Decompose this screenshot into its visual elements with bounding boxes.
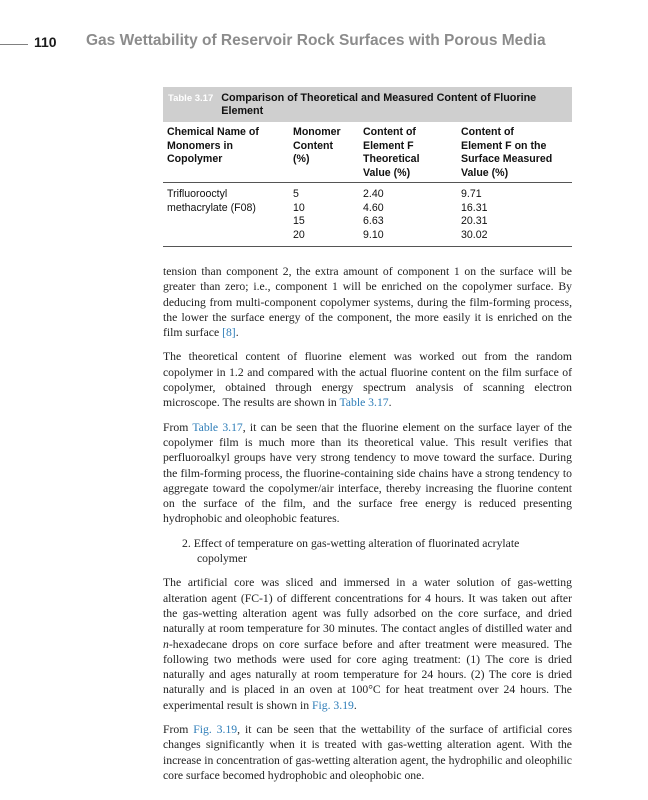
figure-reference-link[interactable]: Fig. 3.19 xyxy=(312,698,354,712)
page-number: 110 xyxy=(34,34,57,50)
measured-value-cell: 20.31 xyxy=(461,215,488,228)
column-header-chemical-name: Chemical Name of Monomers in Copolymer xyxy=(163,124,289,183)
table-caption xyxy=(163,87,572,122)
theoretical-value-cell: 2.40 xyxy=(363,188,384,201)
body-text xyxy=(163,264,572,792)
table-bottom-rule xyxy=(163,246,572,247)
header-rule xyxy=(0,44,28,45)
table-reference-link[interactable]: Table 3.17 xyxy=(192,420,243,434)
theoretical-value-cell: 6.63 xyxy=(363,215,384,228)
monomer-content-cell: 10 xyxy=(293,201,305,214)
table-title: Comparison of Theoretical and Measured Content of Fluorine Element xyxy=(221,92,537,117)
running-title: Gas Wettability of Reservoir Rock Surfaces with Porous Media xyxy=(86,32,546,49)
paragraph: From Fig. 3.19, it can be seen that the wettability of the surface of artificial cores changes significantly when it is treated with gas-wetting alteration agent. With the increase in concentration of gas-wetting alteration agent, the hydrophilic and oleophilic core surface becomed hydrophobic and oleophobic one. xyxy=(163,723,573,782)
measured-value-cell: 16.31 xyxy=(461,201,488,214)
column-header-theoretical-value: Content of Element F Theoretical Value (%) xyxy=(359,124,457,183)
column-header-measured-value: Content of Element F on the Surface Measured Value (%) xyxy=(457,124,572,183)
table-header-row xyxy=(163,124,572,183)
paragraph: From Table 3.17, it can be seen that the fluorine element on the surface layer of the copolymer film is much more than its theoretical value. This result verifies that perfluoroalkyl groups have very strong tendency to move toward the surface. During the film-forming process, the fluorine-containing side chains have a strong tendency to aggregate toward the copolymer/air interface, thereby increasing the fluorine content on the surface of the film, and the surface free energy is reduced presenting hydrophobic and oleophobic features. xyxy=(163,420,572,526)
monomer-content-cell: 15 xyxy=(293,215,305,228)
theoretical-value-cell: 4.60 xyxy=(363,201,384,214)
paragraph: tension than component 2, the extra amount of component 1 on the surface will be greater than zero; i.e., component 1 will be enriched on the copolymer surface. By deducing from multi-component copolymer systems, during the film-forming process, the lower the surface energy of the component, the more easily it is enriched on the film surface [8]. xyxy=(163,265,572,340)
measured-value-cell: 30.02 xyxy=(461,228,488,241)
table-label: Table 3.17 xyxy=(168,93,214,104)
reference-link[interactable]: [8] xyxy=(222,326,236,340)
table-row xyxy=(163,183,572,202)
chemical-name-cell: Trifluorooctyl methacrylate (F08) xyxy=(167,188,256,214)
figure-reference-link[interactable]: Fig. 3.19 xyxy=(193,723,238,737)
paragraph: The theoretical content of fluorine element was worked out from the random copolymer in 1.2 and compared with the actual fluorine content on the film surface of copolymer, obtained through energy spectrum analysis of scanning electron microscope. The results are shown in Table 3.17. xyxy=(163,350,572,410)
numbered-list-item: 2. Effect of temperature on gas-wetting alteration of fluorinated acrylate copolymer xyxy=(182,536,520,566)
monomer-content-cell: 5 xyxy=(293,188,299,201)
monomer-content-cell: 20 xyxy=(293,228,305,241)
theoretical-value-cell: 9.10 xyxy=(363,228,384,241)
column-header-monomer-content: Monomer Content (%) xyxy=(289,124,359,183)
data-table xyxy=(163,124,572,242)
table-reference-link[interactable]: Table 3.17 xyxy=(339,396,389,410)
measured-value-cell: 9.71 xyxy=(461,188,482,201)
table-3-17 xyxy=(163,87,572,247)
paragraph: The artificial core was sliced and immersed in a water solution of gas-wetting alteration agent (FC-1) of different concentrations for 4 hours. It was taken out after the gas-wetting alteration agent was fully adsorbed on the core surface, and dried naturally at room temperature for 30 minutes. The contact angles of distilled water and n-hexadecane drops on core surface before and after treatment were measured. The following two methods were used for core aging treatment: (1) The core is dried naturally and ages naturally at room temperature for 24 hours. (2) The core is dried naturally and is placed in an oven at 100°C for heat treatment over 24 hours. The experimental result is shown in Fig. 3.19. xyxy=(163,576,572,712)
